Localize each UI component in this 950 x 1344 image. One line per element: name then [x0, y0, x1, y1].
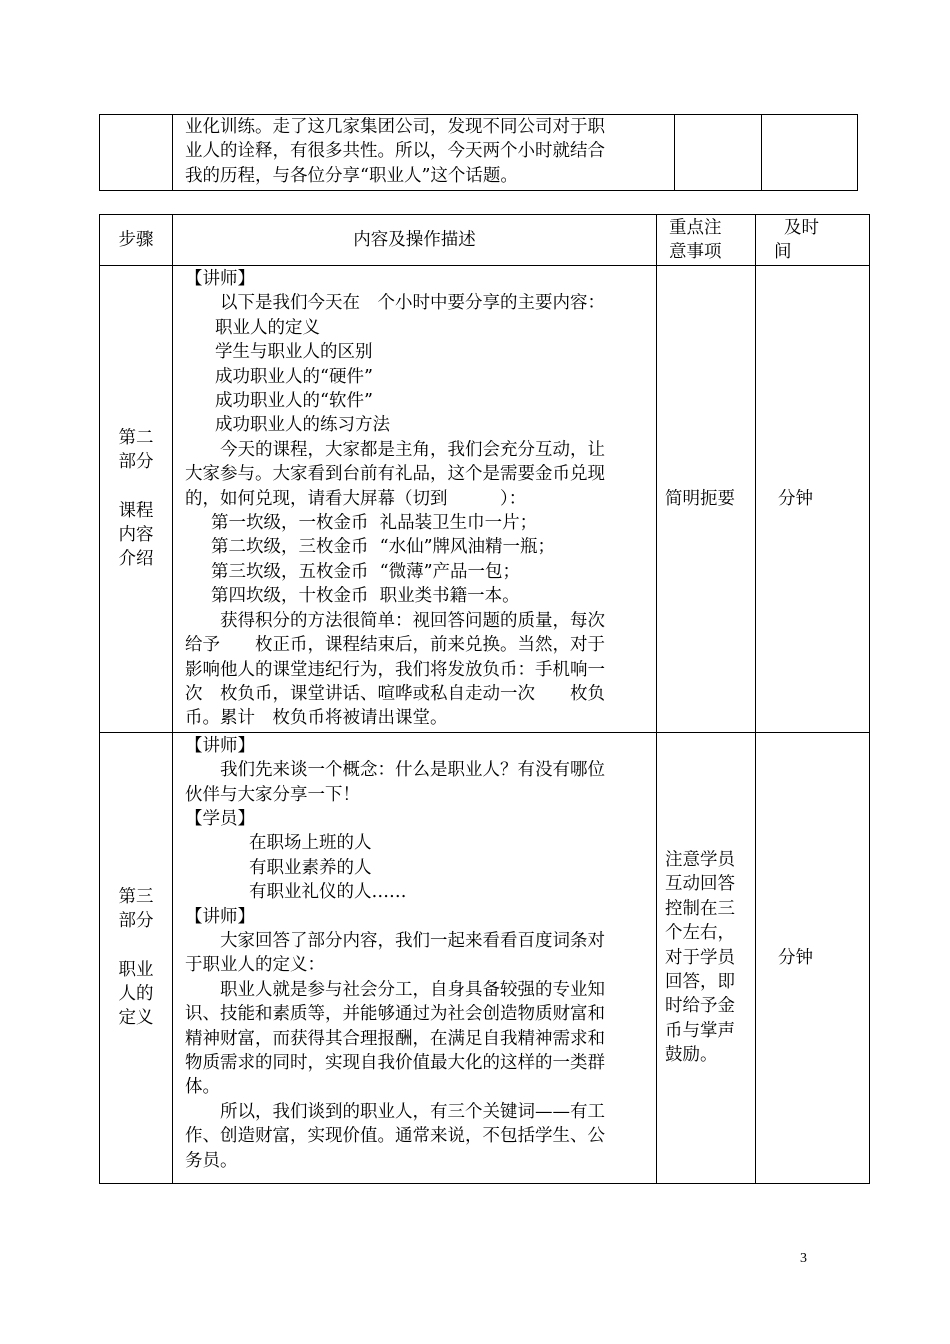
content-cell	[173, 732, 657, 1183]
course-table	[99, 214, 870, 1184]
text-line: 【讲师】	[185, 906, 255, 927]
content-cell	[173, 266, 657, 733]
text-line: 物质需求的同时，实现自我价值最大化的这样的一类群	[185, 1053, 605, 1073]
step-line: 部分	[118, 452, 154, 473]
text-line: 【学员】	[185, 808, 255, 829]
list-item: 成功职业人的“软件”	[215, 391, 373, 412]
list-item: 有职业礼仪的人……	[249, 882, 407, 903]
step-line: 介绍	[118, 549, 154, 570]
step-cell	[100, 266, 173, 733]
list-item: 职业人的定义	[215, 317, 320, 338]
step-line: 人的	[118, 984, 154, 1005]
text-line: 于职业人的定义：	[185, 955, 325, 976]
text-line: 识、技能和素质等，并能够通过为社会创造物质财富和	[185, 1004, 605, 1025]
step-line: 第三	[118, 886, 154, 907]
table-header-row	[100, 215, 870, 266]
header-desc: 内容及操作描述	[173, 215, 657, 266]
list-item: 学生与职业人的区别	[215, 342, 373, 363]
step-line: 部分	[118, 911, 154, 932]
list-item: 第一坎级，一枚金币 礼品装卫生巾一片；	[211, 513, 538, 534]
text-line: 伙伴与大家分享一下！	[185, 784, 360, 805]
step-line: 第二	[118, 427, 154, 448]
list-item: 有职业素养的人	[249, 857, 372, 878]
page-number: 3	[800, 1251, 807, 1266]
text-line: 精神财富，而获得其合理报酬，在满足自我精神需求和	[185, 1028, 605, 1049]
header-note	[657, 215, 756, 266]
text-line: 给予 枚正币，课程结束后，前来兑换。当然，对于	[185, 635, 605, 656]
continuation-table	[99, 114, 858, 191]
note-cell: 简明扼要	[657, 266, 756, 733]
table-row	[100, 732, 870, 1183]
text-line: 体。	[185, 1077, 220, 1098]
time-cell: 分钟	[756, 266, 870, 733]
step-line: 职业	[118, 959, 154, 980]
header-note-line: 意事项	[669, 242, 722, 262]
text-line: 【讲师】	[185, 735, 255, 756]
header-time	[756, 215, 870, 266]
header-note-line: 重点注	[669, 218, 722, 238]
text-line: 作、创造财富，实现价值。通常来说，不包括学生、公	[185, 1126, 605, 1147]
table-row	[100, 266, 870, 733]
time-cell: 分钟	[756, 732, 870, 1183]
list-item: 第四坎级，十枚金币 职业类书籍一本。	[211, 586, 520, 607]
text-line: 职业人就是参与社会分工，自身具备较强的专业知	[220, 979, 605, 1000]
list-item: 成功职业人的“硬件”	[215, 366, 373, 387]
note-cell: 注意学员互动回答控制在三个左右，对于学员回答，即时给予金币与掌声鼓励。	[657, 732, 756, 1183]
text-line: 获得积分的方法很简单：视回答问题的质量，每次	[220, 610, 605, 631]
step-line: 定义	[118, 1008, 154, 1029]
text-line: 我们先来谈一个概念：什么是职业人？有没有哪位	[220, 760, 605, 781]
text-line: 的，如何兑现，请看大屏幕（切到 ）：	[185, 488, 527, 509]
text-line: 所以，我们谈到的职业人，有三个关键词——有工	[220, 1101, 605, 1122]
text-line: 大家回答了部分内容，我们一起来看看百度词条对	[220, 930, 605, 951]
header-time-line: 及时	[784, 218, 819, 238]
step-line: 内容	[118, 525, 154, 546]
text-line: 务员。	[185, 1150, 238, 1171]
text-line: 币。累计 枚负币将被请出课堂。	[185, 708, 448, 729]
header-time-line: 间	[774, 242, 792, 262]
text-line: 今天的课程，大家都是主角，我们会充分互动，让	[220, 439, 605, 460]
continuation-content-cell	[173, 115, 675, 191]
step-cell	[100, 732, 173, 1183]
list-item: 在职场上班的人	[249, 833, 372, 854]
continuation-time-cell	[762, 115, 858, 191]
text-line: 以下是我们今天在 个小时中要分享的主要内容：	[220, 293, 605, 314]
header-step: 步骤	[100, 215, 173, 266]
text-line: 大家参与。大家看到台前有礼品，这个是需要金币兑现	[185, 464, 605, 485]
list-item: 第三坎级，五枚金币 “微薄”产品一包；	[211, 561, 521, 582]
text-line: 影响他人的课堂违纪行为，我们将发放负币：手机响一	[185, 659, 605, 680]
text-line: 次 枚负币，课堂讲话、喧哗或私自走动一次 枚负	[185, 683, 605, 704]
text-line: 【讲师】	[185, 269, 255, 289]
text-line: 业化训练。走了这几家集团公司，发现不同公司对于职	[185, 117, 605, 137]
list-item: 第二坎级，三枚金币 “水仙”牌风油精一瓶；	[211, 537, 556, 558]
text-line: 业人的诠释，有很多共性。所以，今天两个小时就结合	[185, 141, 605, 162]
continuation-note-cell	[675, 115, 762, 191]
text-line: 我的历程，与各位分享“职业人”这个话题。	[185, 165, 518, 186]
step-line: 课程	[118, 500, 154, 521]
list-item: 成功职业人的练习方法	[215, 415, 390, 436]
continuation-step-cell	[100, 115, 173, 191]
